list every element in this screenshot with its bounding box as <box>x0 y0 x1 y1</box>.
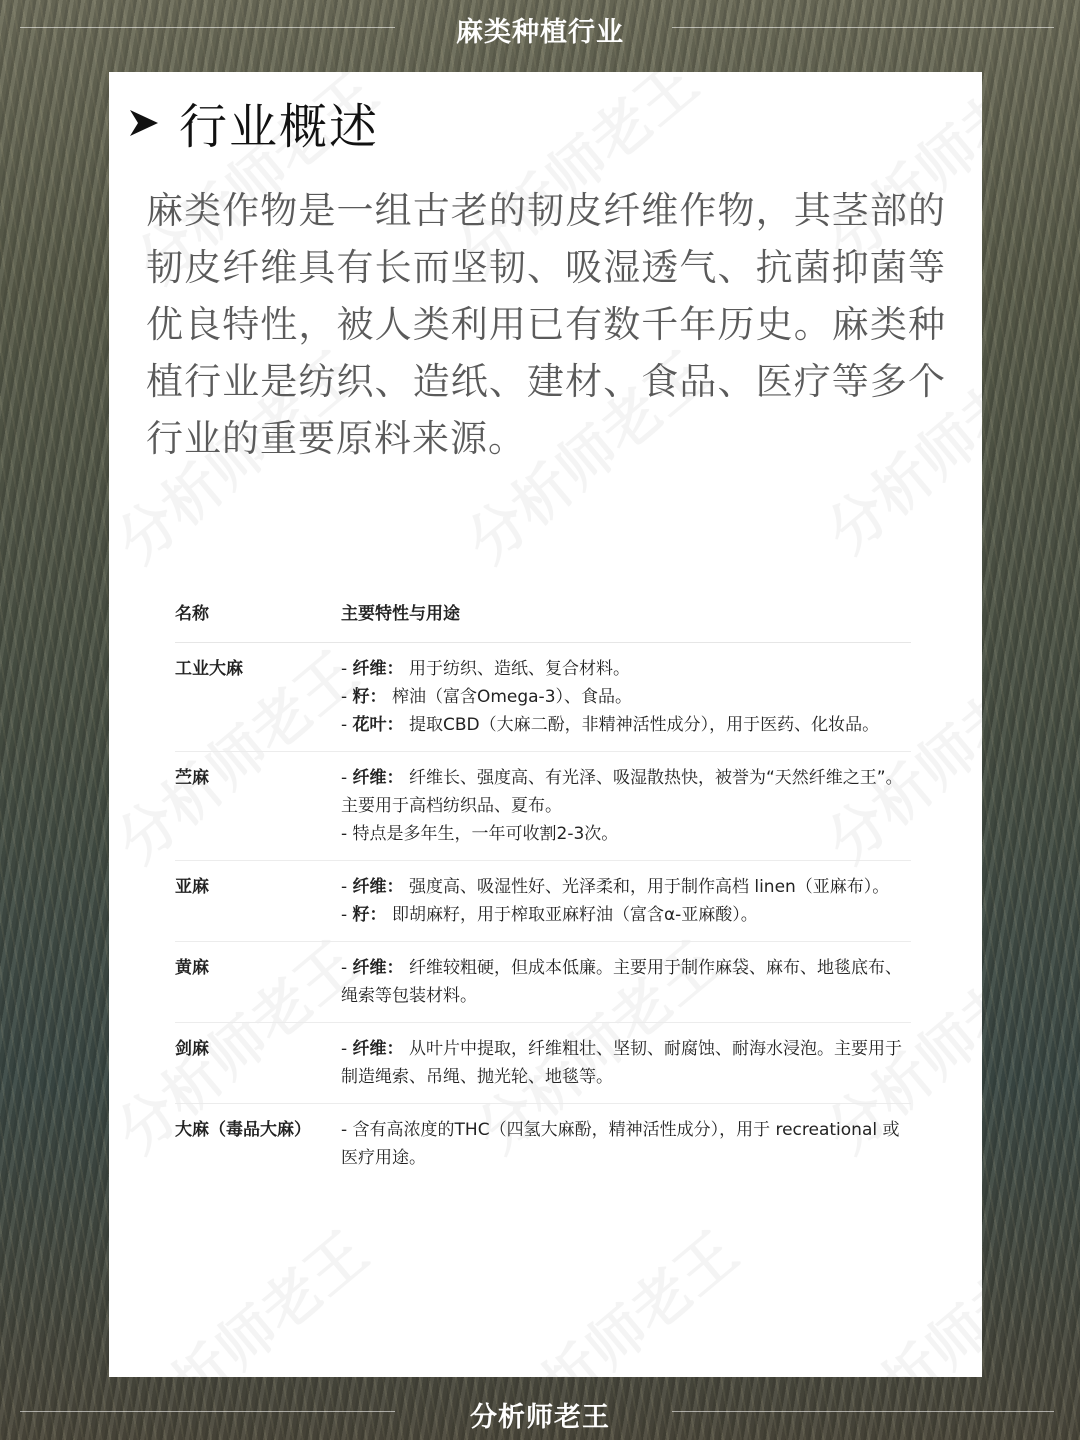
desc-label: 籽： <box>352 905 387 925</box>
table-row <box>175 942 911 1023</box>
watermark <box>816 1209 982 1377</box>
desc-bullet: - <box>341 687 353 707</box>
desc-line <box>341 711 911 739</box>
arrow-bullet-icon <box>127 106 161 140</box>
table-cell-desc <box>341 655 911 739</box>
desc-bullet: - <box>341 877 353 897</box>
desc-text: - 特点是多年生，一年可收割2-3次。 <box>341 824 619 844</box>
desc-bullet: - <box>341 905 353 925</box>
desc-label: 纤维： <box>352 958 404 978</box>
desc-line <box>341 764 911 820</box>
desc-text: 即胡麻籽，用于榨取亚麻籽油（富含α-亚麻酸）。 <box>386 905 758 925</box>
watermark <box>109 1209 382 1377</box>
desc-line <box>341 820 911 848</box>
table-header-row <box>175 600 911 643</box>
desc-text: 榨油（富含Omega-3）、食品。 <box>386 687 633 707</box>
footer-author: 分析师老王 <box>470 1402 610 1433</box>
header-bar <box>0 0 1080 62</box>
desc-label: 纤维： <box>352 1039 404 1059</box>
desc-bullet: - <box>341 958 353 978</box>
table-cell-name: 工业大麻 <box>175 659 243 679</box>
table-cell-name: 大麻（毒品大麻） <box>175 1120 311 1140</box>
desc-text: 用于纺织、造纸、复合材料。 <box>403 659 630 679</box>
desc-text: 纤维较粗硬，但成本低廉。主要用于制作麻袋、麻布、地毯底布、绳索等包装材料。 <box>341 958 902 1006</box>
desc-text: 纤维长、强度高、有光泽、吸湿散热快，被誉为“天然纤维之王”。主要用于高档纺织品、夏布。 <box>341 768 903 816</box>
desc-line <box>341 954 911 1010</box>
table-cell-name: 亚麻 <box>175 877 209 897</box>
desc-bullet: - <box>341 715 353 735</box>
fiber-table <box>175 600 911 1184</box>
page-title: 麻类种植行业 <box>456 17 624 48</box>
table-row <box>175 861 911 942</box>
table-row <box>175 1104 911 1184</box>
desc-line <box>341 1116 911 1172</box>
desc-line <box>341 655 911 683</box>
section-heading-text: 行业概述 <box>179 99 380 155</box>
desc-text: 提取CBD（大麻二酚，非精神活性成分），用于医药、化妆品。 <box>403 715 880 735</box>
desc-bullet: - <box>341 768 353 788</box>
intro-paragraph: 麻类作物是一组古老的韧皮纤维作物，其茎部的韧皮纤维具有长而坚韧、吸湿透气、抗菌抑菌等优良特性，被人类利用已有数千年历史。麻类种植行业是纺织、造纸、建材、食品、医疗等多个行业的重要原料来源。 <box>146 189 946 460</box>
table-cell-desc <box>341 873 911 929</box>
desc-text: - 含有高浓度的THC（四氢大麻酚，精神活性成分），用于 recreational 或医疗用途。 <box>341 1120 900 1168</box>
table-body <box>175 643 911 1184</box>
table-cell-name: 黄麻 <box>175 958 209 978</box>
desc-line <box>341 683 911 711</box>
desc-line <box>341 873 911 901</box>
table-cell-desc <box>341 764 911 848</box>
desc-label: 花叶： <box>352 715 404 735</box>
desc-text: 强度高、吸湿性好、光泽柔和，用于制作高档 linen（亚麻布）。 <box>403 877 890 897</box>
desc-bullet: - <box>341 1039 353 1059</box>
watermark <box>476 1209 752 1377</box>
table-cell-name: 剑麻 <box>175 1039 209 1059</box>
desc-label: 纤维： <box>352 877 404 897</box>
table-header-desc: 主要特性与用途 <box>341 604 460 624</box>
content-card <box>109 72 982 1377</box>
table-cell-name: 苎麻 <box>175 768 209 788</box>
table-row <box>175 1023 911 1104</box>
table-cell-desc <box>341 954 911 1010</box>
desc-line <box>341 1035 911 1091</box>
table-row <box>175 643 911 752</box>
desc-text: 从叶片中提取，纤维粗壮、坚韧、耐腐蚀、耐海水浸泡。主要用于制造绳索、吊绳、抛光轮、地毯等。 <box>341 1039 902 1087</box>
table-row <box>175 752 911 861</box>
desc-line <box>341 901 911 929</box>
desc-label: 籽： <box>352 687 387 707</box>
table-cell-desc <box>341 1116 911 1172</box>
desc-label: 纤维： <box>352 659 404 679</box>
table-header-name: 名称 <box>175 604 209 624</box>
desc-label: 纤维： <box>352 768 404 788</box>
desc-bullet: - <box>341 659 353 679</box>
table-cell-desc <box>341 1035 911 1091</box>
section-heading <box>127 88 379 157</box>
